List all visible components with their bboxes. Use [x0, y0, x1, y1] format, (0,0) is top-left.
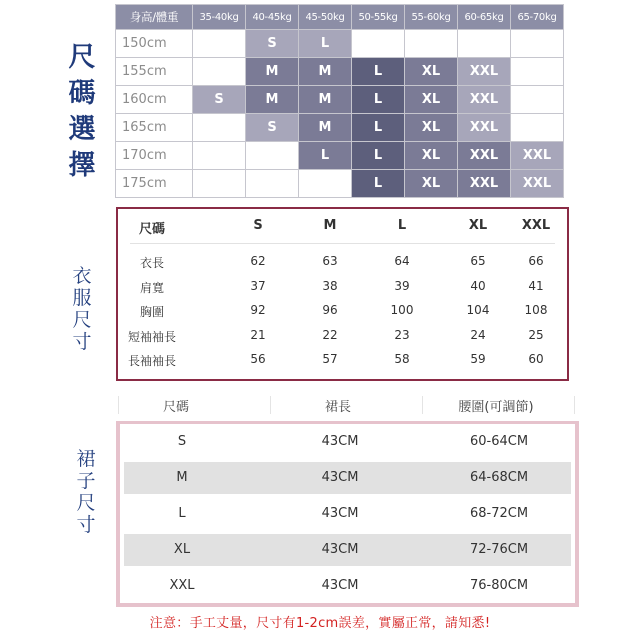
height-weight-corner-header: 身高/體重	[116, 5, 193, 30]
size-header: XL	[468, 218, 488, 233]
size-cell	[193, 142, 246, 170]
height-label: 160cm	[116, 86, 193, 114]
size-cell: L	[299, 30, 352, 58]
measurement-value: 56	[250, 352, 266, 366]
size-selection-row	[116, 58, 564, 86]
size-cell: L	[352, 86, 405, 114]
skirt-column-header: 裙長	[324, 400, 352, 415]
measurement-value: 25	[528, 327, 544, 342]
clothing-row	[118, 279, 567, 299]
skirt-waist: 68-72CM	[469, 506, 529, 521]
title-char: 擇	[68, 150, 96, 181]
measurement-label: 肩寬	[139, 280, 165, 295]
size-cell	[299, 170, 352, 198]
size-selection-table	[115, 4, 564, 198]
skirt-length: 43CM	[321, 542, 359, 557]
header-divider	[118, 396, 119, 414]
skirt-size-header	[118, 394, 578, 418]
size-cell: XXL	[458, 142, 511, 170]
title-char: 碼	[68, 78, 96, 109]
weight-header: 45-50kg	[299, 5, 352, 30]
skirt-row	[124, 570, 571, 602]
measurement-value: 23	[394, 327, 410, 342]
size-cell: XL	[405, 86, 458, 114]
size-cell: XXL	[511, 142, 564, 170]
size-selection-row	[116, 86, 564, 114]
measurement-value: 41	[528, 278, 544, 293]
skirt-column-header: 腰圍(可調節)	[458, 400, 534, 415]
size-cell: M	[299, 58, 352, 86]
skirt-size-title	[74, 448, 98, 536]
size-cell: L	[352, 142, 405, 170]
clothing-row	[118, 303, 567, 323]
height-label: 165cm	[116, 114, 193, 142]
measurement-label: 胸圍	[139, 305, 165, 319]
size-cell: L	[299, 142, 352, 170]
clothing-row	[118, 352, 567, 372]
skirt-size: XL	[173, 542, 191, 557]
size-cell: XXL	[458, 170, 511, 198]
size-header: XXL	[521, 218, 551, 233]
header-divider	[270, 396, 271, 414]
size-cell: L	[352, 170, 405, 198]
size-header: L	[397, 218, 407, 233]
size-cell	[405, 30, 458, 58]
measurement-value: 65	[470, 254, 486, 268]
skirt-size: XXL	[169, 578, 195, 593]
size-cell: XL	[405, 58, 458, 86]
measurement-value: 104	[466, 303, 490, 317]
size-cell	[511, 86, 564, 114]
size-cell	[246, 170, 299, 198]
measurement-value: 100	[390, 303, 414, 317]
measurement-value: 57	[322, 352, 338, 366]
size-cell: S	[246, 30, 299, 58]
measurement-label: 衣長	[139, 256, 165, 270]
title-char: 選	[68, 114, 96, 145]
measurement-value: 92	[250, 303, 266, 317]
skirt-row	[124, 426, 571, 458]
skirt-size: S	[177, 434, 187, 449]
measurement-value: 96	[322, 303, 338, 317]
measurement-value: 24	[470, 327, 486, 342]
measurement-value: 22	[322, 327, 338, 342]
size-cell: XL	[405, 170, 458, 198]
measurement-value: 108	[524, 303, 548, 317]
size-cell: S	[246, 114, 299, 142]
skirt-waist: 76-80CM	[469, 578, 529, 593]
size-cell: M	[246, 86, 299, 114]
size-cell: L	[352, 58, 405, 86]
clothing-header-row	[118, 218, 567, 238]
skirt-size: L	[178, 506, 186, 521]
size-cell: L	[352, 114, 405, 142]
header-divider	[422, 396, 423, 414]
skirt-waist: 64-68CM	[469, 470, 529, 485]
height-label: 150cm	[116, 30, 193, 58]
skirt-size-table	[116, 421, 579, 607]
skirt-length: 43CM	[321, 506, 359, 521]
size-cell	[193, 58, 246, 86]
size-cell: M	[299, 114, 352, 142]
measurement-value: 62	[250, 254, 266, 268]
size-cell: XL	[405, 114, 458, 142]
weight-header: 40-45kg	[246, 5, 299, 30]
weight-header: 55-60kg	[405, 5, 458, 30]
size-cell	[511, 30, 564, 58]
measurement-value: 63	[322, 254, 338, 268]
skirt-length: 43CM	[321, 470, 359, 485]
height-label: 170cm	[116, 142, 193, 170]
size-header: S	[253, 218, 263, 233]
skirt-length: 43CM	[321, 434, 359, 449]
header-divider	[574, 396, 575, 414]
skirt-waist: 72-76CM	[469, 542, 529, 557]
weight-header: 35-40kg	[193, 5, 246, 30]
skirt-waist: 60-64CM	[469, 434, 529, 449]
size-selection-row	[116, 170, 564, 198]
height-label: 155cm	[116, 58, 193, 86]
size-cell	[193, 114, 246, 142]
size-selection-header-row	[116, 5, 564, 30]
size-cell	[193, 30, 246, 58]
title-char: 寸	[76, 514, 96, 536]
title-char: 寸	[72, 331, 92, 353]
header-divider	[130, 243, 555, 244]
title-char: 服	[72, 287, 92, 309]
size-column-header: 尺碼	[138, 222, 166, 237]
skirt-row	[124, 498, 571, 530]
clothing-size-title	[70, 265, 94, 353]
measurement-label: 短袖袖長	[127, 329, 177, 344]
measurement-value: 64	[394, 254, 410, 268]
skirt-length: 43CM	[321, 578, 359, 593]
skirt-row	[124, 462, 571, 494]
size-cell: XXL	[458, 58, 511, 86]
measurement-value: 59	[470, 352, 486, 366]
weight-header: 60-65kg	[458, 5, 511, 30]
size-selection-row	[116, 30, 564, 58]
measurement-note: 注意：手工丈量，尺寸有1-2cm誤差，實屬正常，請知悉!	[149, 616, 491, 631]
measurement-value: 58	[394, 352, 410, 366]
size-selection-row	[116, 142, 564, 170]
measurement-value: 60	[528, 352, 544, 366]
size-cell: XXL	[511, 170, 564, 198]
skirt-row	[124, 534, 571, 566]
size-cell: XXL	[458, 114, 511, 142]
title-char: 尺	[72, 309, 92, 331]
clothing-row	[118, 254, 567, 274]
title-char: 衣	[72, 265, 92, 287]
size-cell: XXL	[458, 86, 511, 114]
weight-header: 65-70kg	[511, 5, 564, 30]
measurement-value: 66	[528, 254, 544, 268]
size-cell	[246, 142, 299, 170]
skirt-column-header: 尺碼	[162, 400, 190, 415]
size-cell: M	[299, 86, 352, 114]
size-cell: M	[246, 58, 299, 86]
weight-header: 50-55kg	[352, 5, 405, 30]
height-label: 175cm	[116, 170, 193, 198]
title-char: 子	[76, 470, 96, 492]
size-cell	[352, 30, 405, 58]
measurement-value: 38	[322, 278, 338, 293]
title-char: 裙	[76, 448, 96, 470]
clothing-row	[118, 328, 567, 348]
size-cell	[193, 170, 246, 198]
title-char: 尺	[76, 492, 96, 514]
size-cell	[511, 114, 564, 142]
measurement-value: 40	[470, 278, 486, 293]
measurement-value: 37	[250, 278, 266, 293]
size-cell: XL	[405, 142, 458, 170]
size-cell: S	[193, 86, 246, 114]
measurement-label: 長袖袖長	[127, 354, 177, 368]
size-selection-title	[62, 40, 102, 184]
size-cell	[458, 30, 511, 58]
title-char: 尺	[68, 42, 96, 73]
size-selection-row	[116, 114, 564, 142]
measurement-value: 21	[250, 327, 266, 342]
measurement-value: 39	[394, 278, 410, 293]
clothing-size-table	[116, 207, 569, 381]
skirt-size: M	[176, 470, 188, 485]
size-header: M	[323, 218, 337, 233]
size-cell	[511, 58, 564, 86]
